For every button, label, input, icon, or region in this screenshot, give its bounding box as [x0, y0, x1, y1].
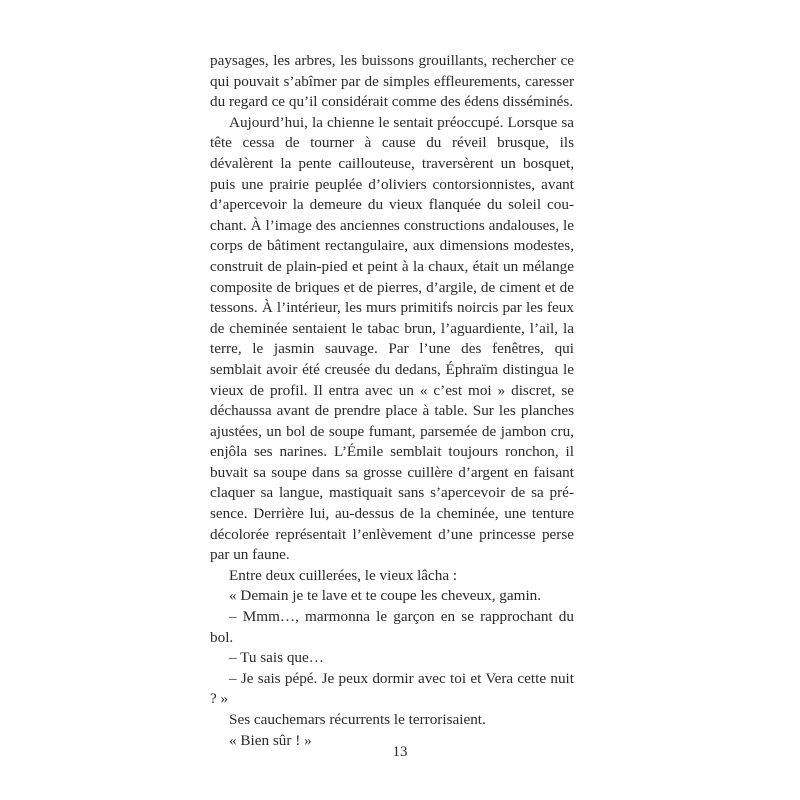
- page-number: 13: [392, 744, 408, 760]
- dialogue-line: – Tu sais que…: [229, 649, 324, 667]
- dialogue-line: « Demain je te lave et te coupe les cheveux, gamin.: [229, 587, 542, 605]
- paragraph-narration: Entre deux cuillerées, le vieux lâcha :: [229, 566, 458, 584]
- dialogue-line: – Mmm…, marmonna le garçon en se rapprochant du bol.: [210, 608, 574, 646]
- paragraph-continuation: paysages, les arbres, les buissons grouillants, rechercher ce qui pouvait s’abîmer par de simples effleurements, caresser du regard ce qu’il considérait comme des édens disséminés.: [210, 52, 574, 111]
- paragraph-narration: Ses cauchemars récurrents le terrorisaient.: [229, 711, 486, 728]
- dialogue-line: – Je sais pépé. Je peux dormir avec toi et Vera cette nuit ? »: [210, 669, 574, 708]
- dialogue-line: « Bien sûr ! »: [229, 731, 312, 749]
- paragraph-main: Aujourd’hui, la chienne le sentait préoccupé. Lorsque sa tête cessa de tourner à cause du réveil brusque, ils dévalèrent la pente caillouteuse, traversèrent un bosquet, puis une prairie peuplée d’oliviers contorsionnistes, avant d’apercevoir la demeure du vieux flanquée du soleil couchant. À l’image des anciennes constructions andalouses, le corps de bâtiment rectangulaire, aux dimensions modestes, construit de plain-pied et peint à la chaux, était un mélange composite de briques et de pierres, d’argile, de ciment et de tessons. À l’intérieur, les murs primitifs noircis par les feux de cheminée sentaient le tabac brun, l’aguardiente, l’ail, la terre, le jasmin sauvage. Par l’une des fenêtres, qui semblait avoir été creusée du dedans, Éphraïm distingua le vieux de profil. Il entra avec un « c’est moi » discret, se déchaussa avant de prendre place à table. Sur les planches ajustées, un bol de soupe fumant, parsemée de jambon cru, enjôla ses narines. L’Émile semblait toujours ronchon, il buvait sa soupe dans sa grosse cuillère d’argent en faisant claquer sa langue, mastiquait sans s’apercevoir de sa présence. Derrière lui, au-dessus de la cheminée, une tenture décolorée représentait l’enlèvement d’une princesse perse par un faune.: [210, 113, 574, 564]
- body-text: [210, 51, 574, 751]
